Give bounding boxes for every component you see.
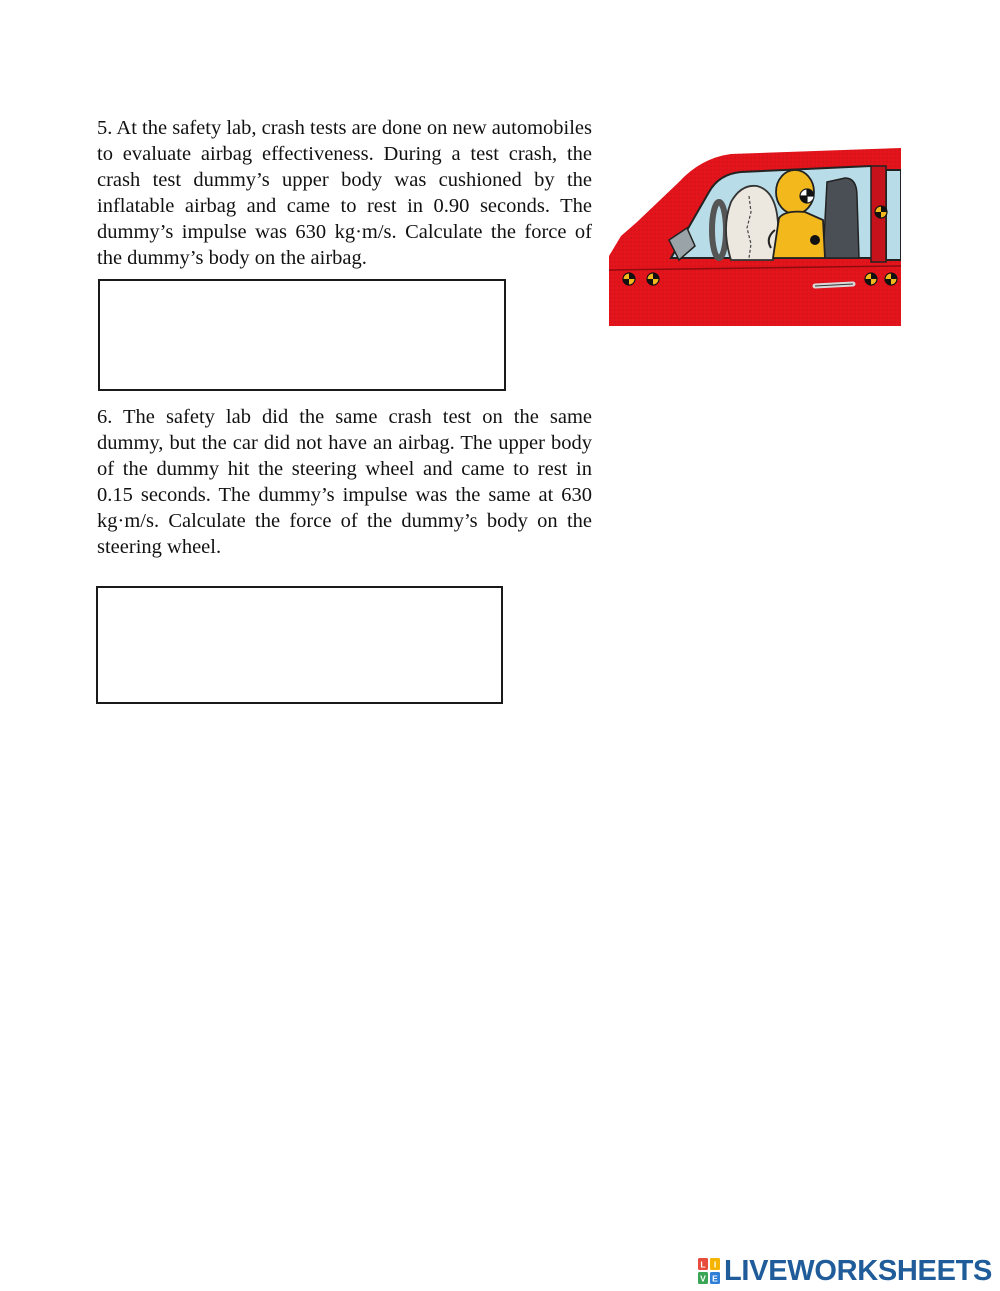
liveworksheets-brand — [697, 1255, 992, 1287]
car-seat — [823, 178, 859, 258]
liveworksheets-logo-icon — [697, 1257, 721, 1285]
logo-letter-l: L — [700, 1259, 706, 1270]
question-5-text: 5. At the safety lab, crash tests are done on new automobiles to evaluate airbag effectiveness. During a test crash, the crash test dummy’s upper body was cushioned by the inflatable airbag and came to rest in 0.90 seconds. The dummy’s impulse was 630 kg·m/s. Calculate the force of the dummy’s body on the airbag. — [97, 117, 592, 269]
answer-box-question-5[interactable] — [98, 279, 506, 391]
logo-letter-i: I — [713, 1259, 717, 1270]
answer-box-question-6[interactable] — [96, 586, 503, 704]
logo-letter-v: V — [700, 1273, 706, 1284]
airbag — [726, 186, 778, 260]
question-6-text: 6. The safety lab did the same crash test on the same dummy, but the car did not have an airbag. The upper body of the dummy hit the steering wheel and came to rest in 0.15 seconds. The dummy’s impulse was the same at 630 kg·m/s. Calculate the force of the dummy’s body on the steering wheel. — [97, 406, 592, 558]
logo-letter-e: E — [712, 1273, 718, 1284]
rear-window — [886, 170, 901, 260]
liveworksheets-wordmark: LIVEWORKSHEETS — [724, 1255, 993, 1287]
crash-test-car-illustration — [609, 148, 901, 326]
